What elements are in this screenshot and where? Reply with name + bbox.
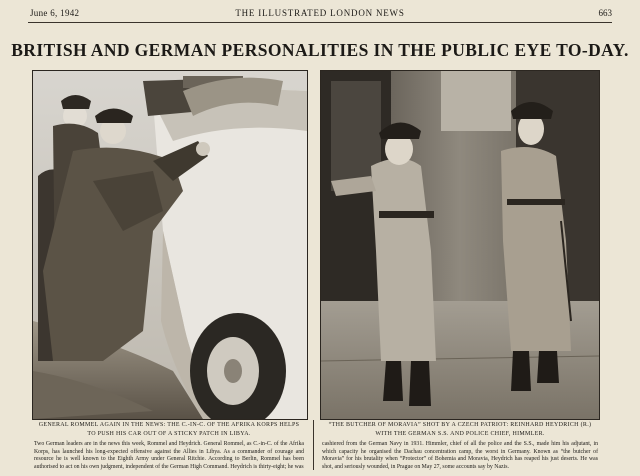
heydrich-caption-body: cashiered from the German Navy in 1931. Himmler, chief of all the police and the S.S., made him his adjutant, in which capacity he organised the Dachau concentration camp, the worst in Germany. Known as “the butcher of Moravia” for his brutality when “Protector” of Bohemia and Moravia, Heydrich has reaped his just deserts. He was shot, and seriously wounded, in Prague on May 27, some accounts say by Nazis. [322, 441, 598, 470]
caption-column-rule [313, 420, 314, 470]
header-rule [28, 22, 612, 23]
rommel-caption-body: Two German leaders are in the news this week, Rommel and Heydrich. General Rommel, as C.-in-C. of the Afrika Korps, has launched his long-expected offensive against the Allies in Libya. As a commander of courage and resource he is well known to the Eighth Army under General Ritchie. According to Berlin, Rommel has been authorised to act on his own judgment, independent of the German High Command. Heydrich is thirty-eight; he was [34, 441, 304, 470]
page-number: 663 [598, 8, 612, 18]
heydrich-himmler-photo [320, 70, 600, 420]
heydrich-himmler-photo-image [321, 71, 599, 419]
page-headline: BRITISH AND GERMAN PERSONALITIES IN THE PUBLIC EYE TO-DAY. [11, 40, 629, 60]
running-header [0, 5, 640, 21]
rommel-photo [32, 70, 308, 420]
rommel-photo-image [33, 71, 307, 419]
publication-name: THE ILLUSTRATED LONDON NEWS [235, 8, 405, 18]
issue-date: June 6, 1942 [30, 8, 80, 18]
rommel-caption-title: GENERAL ROMMEL AGAIN IN THE NEWS: THE C.-IN-C. OF THE AFRIKA KORPS HELPS TO PUSH HIS CAR OUT OF A STICKY PATCH IN LIBYA. [38, 422, 300, 437]
heydrich-caption-title: “THE BUTCHER OF MORAVIA” SHOT BY A CZECH PATRIOT: REINHARD HEYDRICH (R.) WITH THE GERMAN S.S. AND POLICE CHIEF, HIMMLER. [328, 422, 592, 437]
